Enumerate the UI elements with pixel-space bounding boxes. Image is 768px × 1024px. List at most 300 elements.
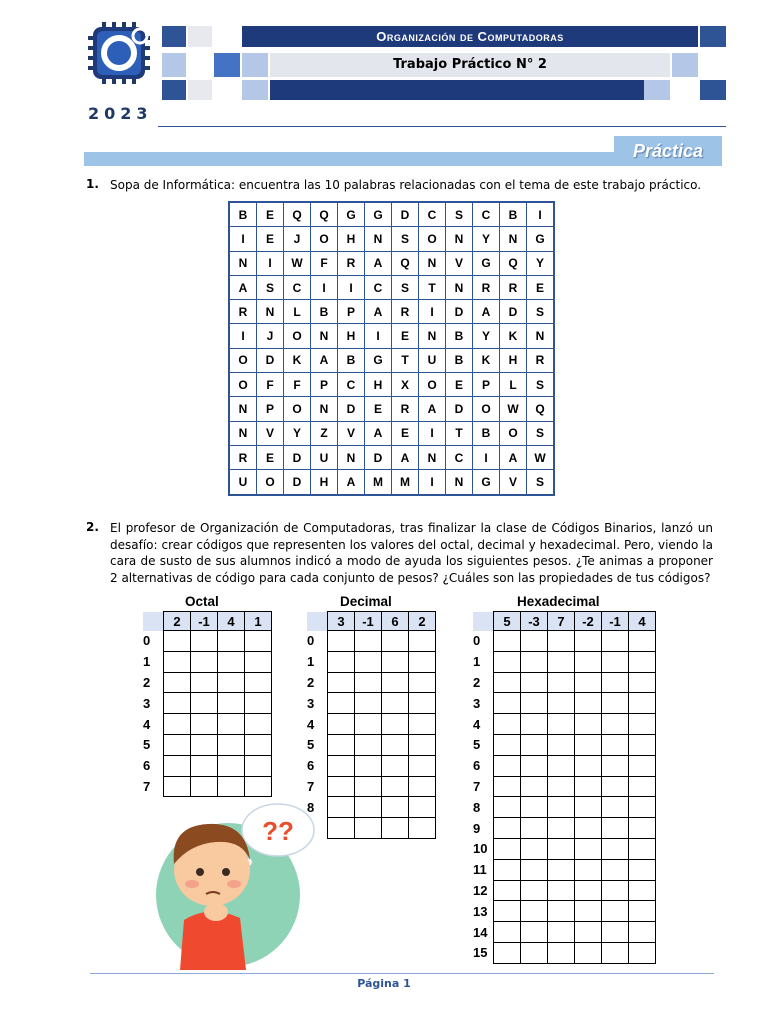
code-bit-cell[interactable] xyxy=(629,651,656,672)
code-bit-cell[interactable] xyxy=(409,776,436,797)
word-search-cell: R xyxy=(473,275,500,299)
code-bit-cell[interactable] xyxy=(191,734,218,755)
header-decoration xyxy=(242,53,268,77)
code-bit-cell[interactable] xyxy=(355,714,382,735)
code-bit-cell[interactable] xyxy=(355,755,382,776)
code-bit-cell[interactable] xyxy=(494,797,521,818)
header-decoration xyxy=(214,53,240,77)
code-bit-cell[interactable] xyxy=(494,734,521,755)
code-row xyxy=(307,776,436,797)
code-bit-cell[interactable] xyxy=(521,672,548,693)
word-search-cell: K xyxy=(500,324,527,348)
code-bit-cell[interactable] xyxy=(629,693,656,714)
code-bit-cell[interactable] xyxy=(328,693,355,714)
code-bit-cell[interactable] xyxy=(328,797,355,818)
page-number: Página 1 xyxy=(357,977,411,990)
code-row xyxy=(143,714,272,735)
code-bit-cell[interactable] xyxy=(548,880,575,901)
header-decoration xyxy=(242,80,268,100)
weight-cell: 5 xyxy=(494,612,521,631)
word-search-cell: V xyxy=(257,421,284,445)
code-bit-cell[interactable] xyxy=(548,922,575,943)
word-search-cell: C xyxy=(473,202,500,227)
code-bit-cell[interactable] xyxy=(191,651,218,672)
header-decoration xyxy=(162,53,186,77)
word-search-cell: S xyxy=(446,202,473,227)
value-label: 6 xyxy=(143,758,151,774)
code-bit-cell[interactable] xyxy=(164,714,191,735)
code-bit-cell[interactable] xyxy=(575,838,602,859)
value-label: 6 xyxy=(473,758,481,774)
code-bit-cell[interactable] xyxy=(245,672,272,693)
word-search-cell: I xyxy=(419,470,446,495)
value-label: 1 xyxy=(307,654,315,670)
code-bit-cell[interactable] xyxy=(575,797,602,818)
code-bit-cell[interactable] xyxy=(164,672,191,693)
code-bit-cell[interactable] xyxy=(494,942,521,963)
code-bit-cell[interactable] xyxy=(629,797,656,818)
code-bit-cell[interactable] xyxy=(602,776,629,797)
code-bit-cell[interactable] xyxy=(548,838,575,859)
code-bit-cell[interactable] xyxy=(575,755,602,776)
word-search-row xyxy=(229,227,554,251)
code-bit-cell[interactable] xyxy=(521,714,548,735)
code-bit-cell[interactable] xyxy=(218,651,245,672)
code-bit-cell[interactable] xyxy=(382,755,409,776)
code-bit-cell[interactable] xyxy=(191,776,218,797)
code-bit-cell[interactable] xyxy=(548,755,575,776)
value-label: 7 xyxy=(143,778,151,794)
value-label: 15 xyxy=(473,945,488,961)
code-bit-cell[interactable] xyxy=(575,859,602,880)
word-search-cell: N xyxy=(257,300,284,324)
word-search-cell: H xyxy=(365,373,392,397)
code-bit-cell[interactable] xyxy=(164,631,191,652)
word-search-cell: I xyxy=(473,445,500,469)
code-bit-cell[interactable] xyxy=(355,818,382,839)
code-bit-cell[interactable] xyxy=(409,693,436,714)
code-row xyxy=(473,631,656,652)
code-bit-cell[interactable] xyxy=(382,631,409,652)
value-label: 14 xyxy=(473,924,488,940)
code-bit-cell[interactable] xyxy=(629,734,656,755)
value-label: 11 xyxy=(473,862,487,878)
weight-cell: 6 xyxy=(382,612,409,631)
code-bit-cell[interactable] xyxy=(575,942,602,963)
code-bit-cell[interactable] xyxy=(494,776,521,797)
word-search-cell: Y xyxy=(527,251,555,275)
word-search-cell: N xyxy=(446,275,473,299)
code-bit-cell[interactable] xyxy=(548,818,575,839)
word-search-cell: K xyxy=(284,348,311,372)
code-bit-cell[interactable] xyxy=(164,755,191,776)
code-bit-cell[interactable] xyxy=(629,818,656,839)
code-bit-cell[interactable] xyxy=(629,922,656,943)
word-search-cell: E xyxy=(257,202,284,227)
word-search-cell: P xyxy=(311,373,338,397)
code-bit-cell[interactable] xyxy=(548,714,575,735)
word-search-grid xyxy=(228,201,555,496)
word-search-cell: H xyxy=(311,470,338,495)
code-bit-cell[interactable] xyxy=(548,734,575,755)
value-label: 4 xyxy=(473,716,481,732)
weight-cell: 3 xyxy=(328,612,355,631)
code-bit-cell[interactable] xyxy=(494,818,521,839)
code-bit-cell[interactable] xyxy=(409,714,436,735)
code-bit-cell[interactable] xyxy=(521,693,548,714)
code-bit-cell[interactable] xyxy=(355,734,382,755)
code-bit-cell[interactable] xyxy=(191,693,218,714)
code-bit-cell[interactable] xyxy=(575,880,602,901)
code-bit-cell[interactable] xyxy=(629,901,656,922)
word-search-cell: N xyxy=(229,421,257,445)
question-2-number: 2. xyxy=(86,520,99,534)
code-bit-cell[interactable] xyxy=(494,672,521,693)
code-bit-cell[interactable] xyxy=(629,838,656,859)
code-bit-cell[interactable] xyxy=(409,672,436,693)
word-search-cell: I xyxy=(527,202,555,227)
code-row xyxy=(143,672,272,693)
code-bit-cell[interactable] xyxy=(521,942,548,963)
code-bit-cell[interactable] xyxy=(521,838,548,859)
value-label: 8 xyxy=(473,799,481,815)
code-bit-cell[interactable] xyxy=(355,672,382,693)
word-search-cell: I xyxy=(419,300,446,324)
word-search-cell: G xyxy=(338,202,365,227)
code-bit-cell[interactable] xyxy=(382,818,409,839)
code-bit-cell[interactable] xyxy=(521,776,548,797)
code-bit-cell[interactable] xyxy=(328,714,355,735)
section-title: Práctica xyxy=(614,136,722,166)
code-bit-cell[interactable] xyxy=(521,755,548,776)
word-search-row xyxy=(229,324,554,348)
word-search-cell: F xyxy=(311,251,338,275)
code-bit-cell[interactable] xyxy=(629,755,656,776)
code-bit-cell[interactable] xyxy=(328,651,355,672)
code-bit-cell[interactable] xyxy=(602,693,629,714)
code-bit-cell[interactable] xyxy=(218,755,245,776)
word-search-cell: B xyxy=(473,421,500,445)
word-search-cell: D xyxy=(365,445,392,469)
word-search-cell: R xyxy=(338,251,365,275)
code-bit-cell[interactable] xyxy=(575,651,602,672)
header-decoration xyxy=(188,26,212,47)
word-search-cell: Y xyxy=(284,421,311,445)
word-search-cell: A xyxy=(365,251,392,275)
code-bit-cell[interactable] xyxy=(575,631,602,652)
code-row xyxy=(307,651,436,672)
code-bit-cell[interactable] xyxy=(602,714,629,735)
code-bit-cell[interactable] xyxy=(382,714,409,735)
code-bit-cell[interactable] xyxy=(602,672,629,693)
code-bit-cell[interactable] xyxy=(409,755,436,776)
word-search-cell: D xyxy=(338,397,365,421)
word-search-cell: D xyxy=(392,202,419,227)
code-row xyxy=(473,651,656,672)
code-bit-cell[interactable] xyxy=(382,734,409,755)
code-bit-cell[interactable] xyxy=(629,631,656,652)
value-label: 2 xyxy=(307,674,315,690)
word-search-cell: D xyxy=(500,300,527,324)
weight-cell: 2 xyxy=(164,612,191,631)
code-bit-cell[interactable] xyxy=(382,672,409,693)
code-bit-cell[interactable] xyxy=(245,776,272,797)
code-bit-cell[interactable] xyxy=(409,651,436,672)
weights-row xyxy=(473,612,656,631)
code-bit-cell[interactable] xyxy=(355,797,382,818)
code-row xyxy=(473,672,656,693)
code-bit-cell[interactable] xyxy=(602,838,629,859)
code-bit-cell[interactable] xyxy=(245,714,272,735)
code-bit-cell[interactable] xyxy=(382,776,409,797)
code-bit-cell[interactable] xyxy=(245,755,272,776)
hex-table-title: Hexadecimal xyxy=(517,594,600,609)
code-bit-cell[interactable] xyxy=(548,631,575,652)
code-bit-cell[interactable] xyxy=(629,942,656,963)
corner-cell xyxy=(473,612,494,631)
code-bit-cell[interactable] xyxy=(521,901,548,922)
question-2-text: El profesor de Organización de Computadoras, tras finalizar la clase de Códigos Binarios, lanzó un desafío: crear códigos que representen los valores del octal, decimal y hexadecimal. Pero, viendo la cara de susto de sus alumnos indicó a modo de ayuda los siguientes pesos. ¿Te animas a proponer 2 alternativas de código para cada conjunto de pesos? ¿Cuáles son las propiedades de tus códigos? xyxy=(110,521,713,585)
code-bit-cell[interactable] xyxy=(164,734,191,755)
code-bit-cell[interactable] xyxy=(602,901,629,922)
word-search-cell: G xyxy=(365,202,392,227)
value-label: 9 xyxy=(473,820,481,836)
word-search-cell: B xyxy=(446,324,473,348)
word-search-cell: N xyxy=(419,251,446,275)
question-marks: ?? xyxy=(262,816,294,846)
code-bit-cell[interactable] xyxy=(575,714,602,735)
code-bit-cell[interactable] xyxy=(602,651,629,672)
code-bit-cell[interactable] xyxy=(602,818,629,839)
word-search-cell: C xyxy=(419,202,446,227)
decimal-table-title: Decimal xyxy=(340,594,392,609)
code-row xyxy=(473,755,656,776)
code-row xyxy=(307,672,436,693)
code-bit-cell[interactable] xyxy=(575,818,602,839)
code-bit-cell[interactable] xyxy=(521,734,548,755)
word-search-cell: E xyxy=(446,373,473,397)
code-bit-cell[interactable] xyxy=(191,631,218,652)
code-bit-cell[interactable] xyxy=(382,797,409,818)
word-search-cell: O xyxy=(473,397,500,421)
code-bit-cell[interactable] xyxy=(355,651,382,672)
code-row xyxy=(473,901,656,922)
code-bit-cell[interactable] xyxy=(548,672,575,693)
code-bit-cell[interactable] xyxy=(548,776,575,797)
code-bit-cell[interactable] xyxy=(548,859,575,880)
code-bit-cell[interactable] xyxy=(355,693,382,714)
weight-cell: 7 xyxy=(548,612,575,631)
octal-code-table xyxy=(143,611,272,797)
code-bit-cell[interactable] xyxy=(602,880,629,901)
word-search-cell: C xyxy=(338,373,365,397)
word-search-cell: N xyxy=(419,445,446,469)
weight-cell: 4 xyxy=(218,612,245,631)
word-search-cell: F xyxy=(284,373,311,397)
code-bit-cell[interactable] xyxy=(409,734,436,755)
code-bit-cell[interactable] xyxy=(164,693,191,714)
code-bit-cell[interactable] xyxy=(602,859,629,880)
code-bit-cell[interactable] xyxy=(328,776,355,797)
word-search-cell: Q xyxy=(500,251,527,275)
word-search-cell: Q xyxy=(311,202,338,227)
word-search-cell: O xyxy=(419,373,446,397)
word-search-cell: S xyxy=(392,275,419,299)
code-bit-cell[interactable] xyxy=(575,922,602,943)
code-bit-cell[interactable] xyxy=(245,651,272,672)
code-bit-cell[interactable] xyxy=(602,631,629,652)
code-bit-cell[interactable] xyxy=(548,901,575,922)
word-search-cell: I xyxy=(338,275,365,299)
code-bit-cell[interactable] xyxy=(602,734,629,755)
code-bit-cell[interactable] xyxy=(218,734,245,755)
code-bit-cell[interactable] xyxy=(494,651,521,672)
value-label: 10 xyxy=(473,841,488,857)
code-bit-cell[interactable] xyxy=(218,714,245,735)
value-label: 5 xyxy=(143,737,151,753)
code-bit-cell[interactable] xyxy=(548,942,575,963)
code-bit-cell[interactable] xyxy=(191,714,218,735)
code-bit-cell[interactable] xyxy=(245,734,272,755)
word-search-row xyxy=(229,421,554,445)
word-search-cell: P xyxy=(257,397,284,421)
code-bit-cell[interactable] xyxy=(218,672,245,693)
word-search-cell: I xyxy=(257,251,284,275)
code-bit-cell[interactable] xyxy=(602,942,629,963)
code-bit-cell[interactable] xyxy=(355,631,382,652)
value-label: 0 xyxy=(473,633,481,649)
word-search-row xyxy=(229,275,554,299)
word-search-cell: R xyxy=(500,275,527,299)
hex-code-table xyxy=(473,611,656,964)
code-bit-cell[interactable] xyxy=(629,776,656,797)
code-bit-cell[interactable] xyxy=(548,797,575,818)
code-bit-cell[interactable] xyxy=(521,922,548,943)
code-bit-cell[interactable] xyxy=(409,797,436,818)
code-bit-cell[interactable] xyxy=(218,631,245,652)
code-bit-cell[interactable] xyxy=(409,818,436,839)
word-search-cell: G xyxy=(473,251,500,275)
code-bit-cell[interactable] xyxy=(521,651,548,672)
code-bit-cell[interactable] xyxy=(218,693,245,714)
code-bit-cell[interactable] xyxy=(382,693,409,714)
header-decoration xyxy=(700,26,726,47)
word-search-cell: R xyxy=(392,397,419,421)
word-search-cell: Y xyxy=(473,324,500,348)
code-bit-cell[interactable] xyxy=(382,651,409,672)
word-search-cell: J xyxy=(284,227,311,251)
word-search-cell: S xyxy=(257,275,284,299)
code-bit-cell[interactable] xyxy=(355,776,382,797)
word-search-cell: K xyxy=(473,348,500,372)
code-bit-cell[interactable] xyxy=(245,693,272,714)
code-row xyxy=(473,693,656,714)
code-bit-cell[interactable] xyxy=(575,776,602,797)
word-search-cell: E xyxy=(257,227,284,251)
word-search-cell: O xyxy=(284,324,311,348)
code-bit-cell[interactable] xyxy=(575,672,602,693)
code-bit-cell[interactable] xyxy=(521,631,548,652)
code-bit-cell[interactable] xyxy=(191,755,218,776)
code-bit-cell[interactable] xyxy=(328,631,355,652)
word-search-cell: T xyxy=(419,275,446,299)
word-search-cell: I xyxy=(311,275,338,299)
code-bit-cell[interactable] xyxy=(521,880,548,901)
code-bit-cell[interactable] xyxy=(629,859,656,880)
word-search-cell: H xyxy=(338,324,365,348)
code-bit-cell[interactable] xyxy=(494,838,521,859)
value-label: 5 xyxy=(473,737,481,753)
code-bit-cell[interactable] xyxy=(629,672,656,693)
code-bit-cell[interactable] xyxy=(575,693,602,714)
word-search-cell: L xyxy=(284,300,311,324)
word-search-cell: O xyxy=(419,227,446,251)
code-bit-cell[interactable] xyxy=(494,755,521,776)
code-row xyxy=(307,818,436,839)
code-bit-cell[interactable] xyxy=(629,880,656,901)
code-bit-cell[interactable] xyxy=(575,901,602,922)
code-bit-cell[interactable] xyxy=(494,714,521,735)
code-bit-cell[interactable] xyxy=(629,714,656,735)
code-bit-cell[interactable] xyxy=(164,651,191,672)
code-bit-cell[interactable] xyxy=(328,734,355,755)
word-search-cell: N xyxy=(338,445,365,469)
code-bit-cell[interactable] xyxy=(602,922,629,943)
code-bit-cell[interactable] xyxy=(494,693,521,714)
word-search-cell: C xyxy=(365,275,392,299)
code-bit-cell[interactable] xyxy=(575,734,602,755)
word-search-cell: P xyxy=(338,300,365,324)
code-bit-cell[interactable] xyxy=(602,797,629,818)
code-bit-cell[interactable] xyxy=(245,631,272,652)
code-row xyxy=(307,755,436,776)
code-bit-cell[interactable] xyxy=(521,797,548,818)
code-bit-cell[interactable] xyxy=(521,818,548,839)
code-bit-cell[interactable] xyxy=(494,901,521,922)
code-bit-cell[interactable] xyxy=(494,880,521,901)
code-bit-cell[interactable] xyxy=(602,755,629,776)
code-bit-cell[interactable] xyxy=(218,776,245,797)
code-row xyxy=(473,714,656,735)
word-search-cell: D xyxy=(284,470,311,495)
code-bit-cell[interactable] xyxy=(191,672,218,693)
code-bit-cell[interactable] xyxy=(409,631,436,652)
code-bit-cell[interactable] xyxy=(548,651,575,672)
word-search-row xyxy=(229,300,554,324)
word-search-cell: S xyxy=(527,373,555,397)
word-search-cell: S xyxy=(527,470,555,495)
word-search-cell: R xyxy=(527,348,555,372)
code-bit-cell[interactable] xyxy=(328,672,355,693)
code-bit-cell[interactable] xyxy=(494,922,521,943)
code-bit-cell[interactable] xyxy=(164,776,191,797)
code-bit-cell[interactable] xyxy=(521,859,548,880)
word-search-row xyxy=(229,251,554,275)
code-bit-cell[interactable] xyxy=(328,755,355,776)
word-search-cell: S xyxy=(392,227,419,251)
code-bit-cell[interactable] xyxy=(494,631,521,652)
code-row xyxy=(307,714,436,735)
code-row xyxy=(143,755,272,776)
code-row xyxy=(473,734,656,755)
code-bit-cell[interactable] xyxy=(494,859,521,880)
word-search-cell: S xyxy=(527,300,555,324)
code-bit-cell[interactable] xyxy=(328,818,355,839)
word-search-cell: Q xyxy=(284,202,311,227)
code-bit-cell[interactable] xyxy=(548,693,575,714)
word-search-cell: D xyxy=(284,445,311,469)
word-search-cell: A xyxy=(473,300,500,324)
